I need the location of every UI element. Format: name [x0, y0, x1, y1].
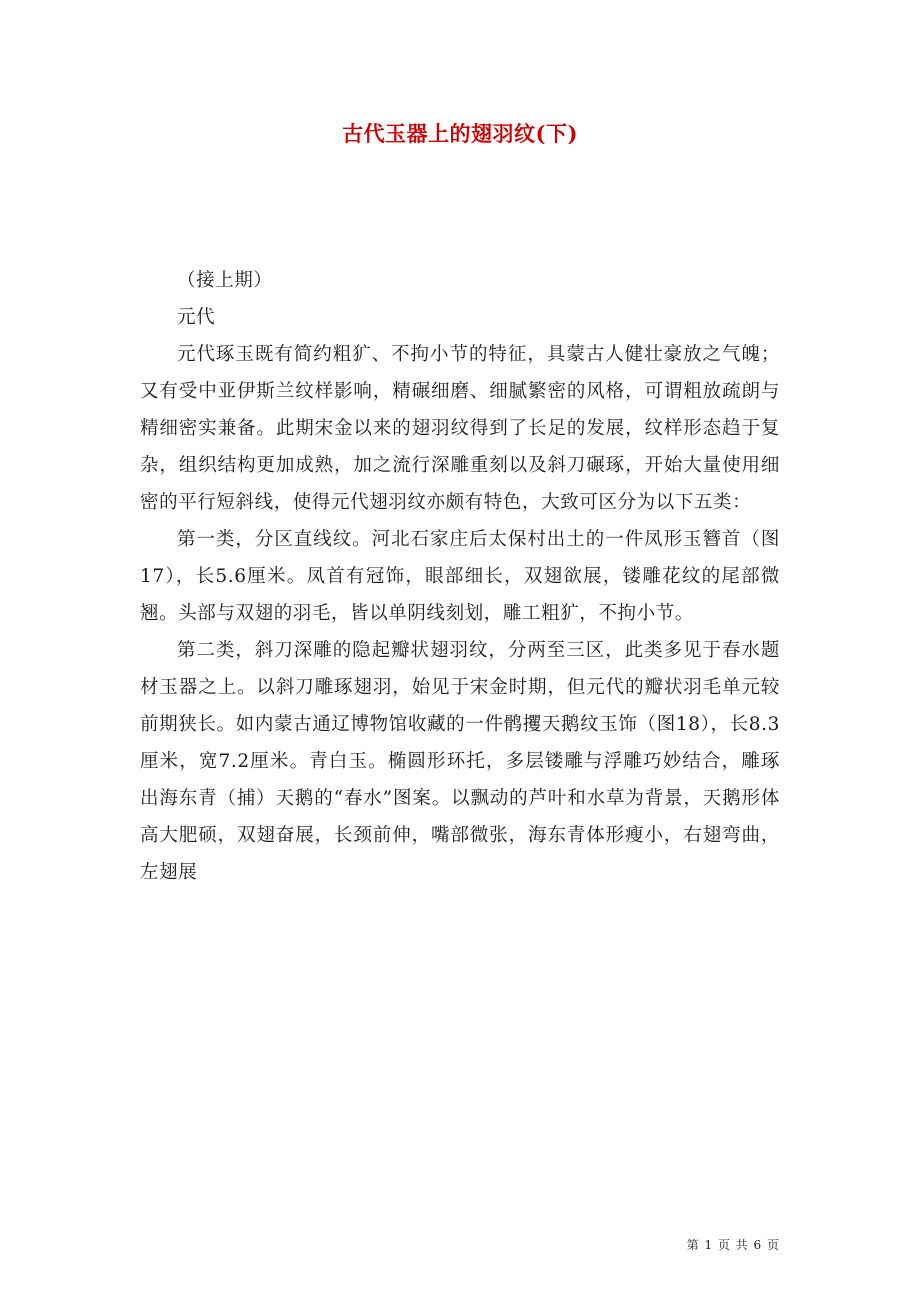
- page-number: 第 1 页 共 6 页: [686, 1238, 780, 1252]
- paragraph: 元代琢玉既有简约粗犷、不拘小节的特征，具蒙古人健壮豪放之气魄；又有受中亚伊斯兰纹样影响，精碾细磨、细腻繁密的风格，可谓粗放疏朗与精细密实兼备。此期宋金以来的翅羽纹得到了长足的发展，纹样形态趋于复杂，组织结构更加成熟，加之流行深雕重刻以及斜刀碾琢，开始大量使用细密的平行短斜线，使得元代翅羽纹亦颇有特色，大致可区分为以下五类：: [140, 344, 780, 513]
- section-heading-yuan: 元代: [177, 307, 216, 328]
- document-title: 古代玉器上的翅羽纹(下): [342, 121, 578, 146]
- paragraph-continued-note: （接上期）: [177, 270, 273, 291]
- document-body: [140, 262, 780, 891]
- paragraph: 第一类，分区直线纹。河北石家庄后太保村出土的一件凤形玉簪首（图17），长5.6厘米。凤首有冠饰，眼部细长，双翅欲展，镂雕花纹的尾部微翘。头部与双翅的羽毛，皆以单阴线刻划，雕工粗犷，不拘小节。: [140, 529, 780, 624]
- paragraph: 第二类，斜刀深雕的隐起瓣状翅羽纹，分两至三区，此类多见于春水题材玉器之上。以斜刀雕琢翅羽，始见于宋金时期，但元代的瓣状羽毛单元较前期狭长。如内蒙古通辽博物馆收藏的一件鹘攫天鹅纹玉饰（图18），长8.3厘米，宽7.2厘米。青白玉。椭圆形环托，多层镂雕与浮雕巧妙结合，雕琢出海东青（捕）天鹅的“春水”图案。以飘动的芦叶和水草为背景，天鹅形体高大肥硕，双翅奋展，长颈前伸，嘴部微张，海东青体形瘦小，右翅弯曲，左翅展: [140, 640, 780, 883]
